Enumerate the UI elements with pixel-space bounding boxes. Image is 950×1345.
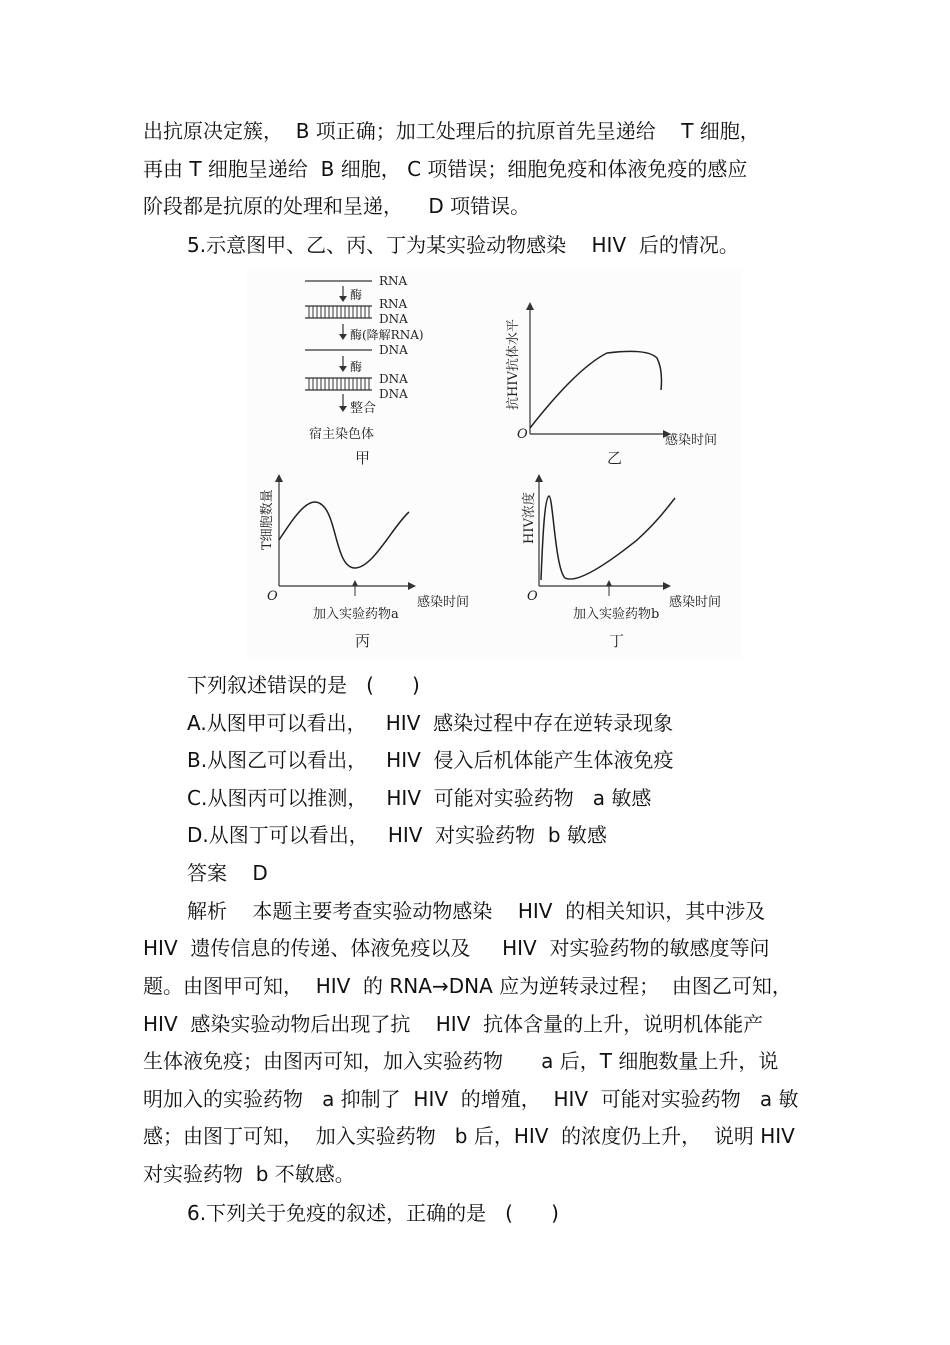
text-line-3: 阶段都是抗原的处理和呈递， D 项错误。 [143,194,531,218]
bing-xlabel: 感染时间 [417,595,470,610]
jia-label-rna-1: RNA [379,274,408,288]
jia-label-dna-2: DNA [379,343,408,357]
jia-label-enzyme-2: 酶(降解RNA) [350,328,424,342]
analysis-line-2: HIV 遗传信息的传递、体液免疫以及 HIV 对实验药物的敏感度等问 [143,936,770,960]
analysis-line-1: 解析 本题主要考查实验动物感染 HIV 的相关知识，其中涉及 [187,899,766,923]
bing-caption: 丙 [355,632,371,650]
jia-label-dna-4: DNA [379,387,408,401]
bing-ylabel: T细胞数量 [260,489,275,550]
hiv-figure [247,268,743,660]
jia-label-dna-1: DNA [379,312,408,326]
option-c: C.从图丙可以推测， HIV 可能对实验药物 a 敏感 [187,786,652,810]
bing-origin: O [267,589,278,604]
option-b: B.从图乙可以看出， HIV 侵入后机体能产生体液免疫 [187,748,674,772]
bing-marker: 加入实验药物a [313,607,399,622]
yi-xlabel: 感染时间 [665,433,718,448]
jia-label-dna-3: DNA [379,372,408,386]
question-6-stem: 6.下列关于免疫的叙述，正确的是 ( ) [187,1201,559,1225]
analysis-line-3: 题。由图甲可知， HIV 的 RNA→DNA 应为逆转录过程； 由图乙可知， [143,974,792,998]
option-a: A.从图甲可以看出， HIV 感染过程中存在逆转录现象 [187,711,674,735]
ding-xlabel: 感染时间 [669,595,722,610]
option-d: D.从图丁可以看出， HIV 对实验药物 b 敏感 [187,823,607,847]
jia-label-enzyme-3: 酶 [350,360,363,374]
analysis-line-6: 明加入的实验药物 a 抑制了 HIV 的增殖， HIV 可能对实验药物 a 敏 [143,1087,799,1111]
analysis-line-8: 对实验药物 b 不敏感。 [143,1162,355,1186]
analysis-line-5: 生体液免疫；由图丙可知，加入实验药物 a 后，T 细胞数量上升，说 [143,1049,779,1073]
jia-label-rna-2: RNA [379,297,408,311]
jia-label-host-chromosome: 宿主染色体 [309,427,375,442]
analysis-line-7: 感；由图丁可知， 加入实验药物 b 后，HIV 的浓度仍上升， 说明 HIV [143,1124,795,1148]
text-line-2: 再由 T 细胞呈递给 B 细胞， C 项错误；细胞免疫和体液免疫的感应 [143,157,748,181]
ding-origin: O [527,589,538,604]
yi-origin: O [517,427,528,442]
jia-caption: 甲 [355,449,371,467]
text-line-1: 出抗原决定簇， B 项正确；加工处理后的抗原首先呈递给 T 细胞， [143,119,760,143]
question-5-stem: 5.示意图甲、乙、丙、丁为某实验动物感染 HIV 后的情况。 [187,233,739,257]
answer-line: 答案 D [187,861,268,885]
yi-caption: 乙 [607,449,623,467]
yi-ylabel: 抗HIV抗体水平 [506,319,521,410]
ding-marker: 加入实验药物b [573,607,660,622]
analysis-line-4: HIV 感染实验动物后出现了抗 HIV 抗体含量的上升，说明机体能产 [143,1012,764,1036]
jia-label-enzyme-1: 酶 [350,288,363,302]
ding-caption: 丁 [609,632,625,650]
jia-label-integrate: 整合 [350,401,377,416]
ding-ylabel: HIV浓度 [522,492,537,544]
question-prompt: 下列叙述错误的是 ( ) [187,673,420,697]
